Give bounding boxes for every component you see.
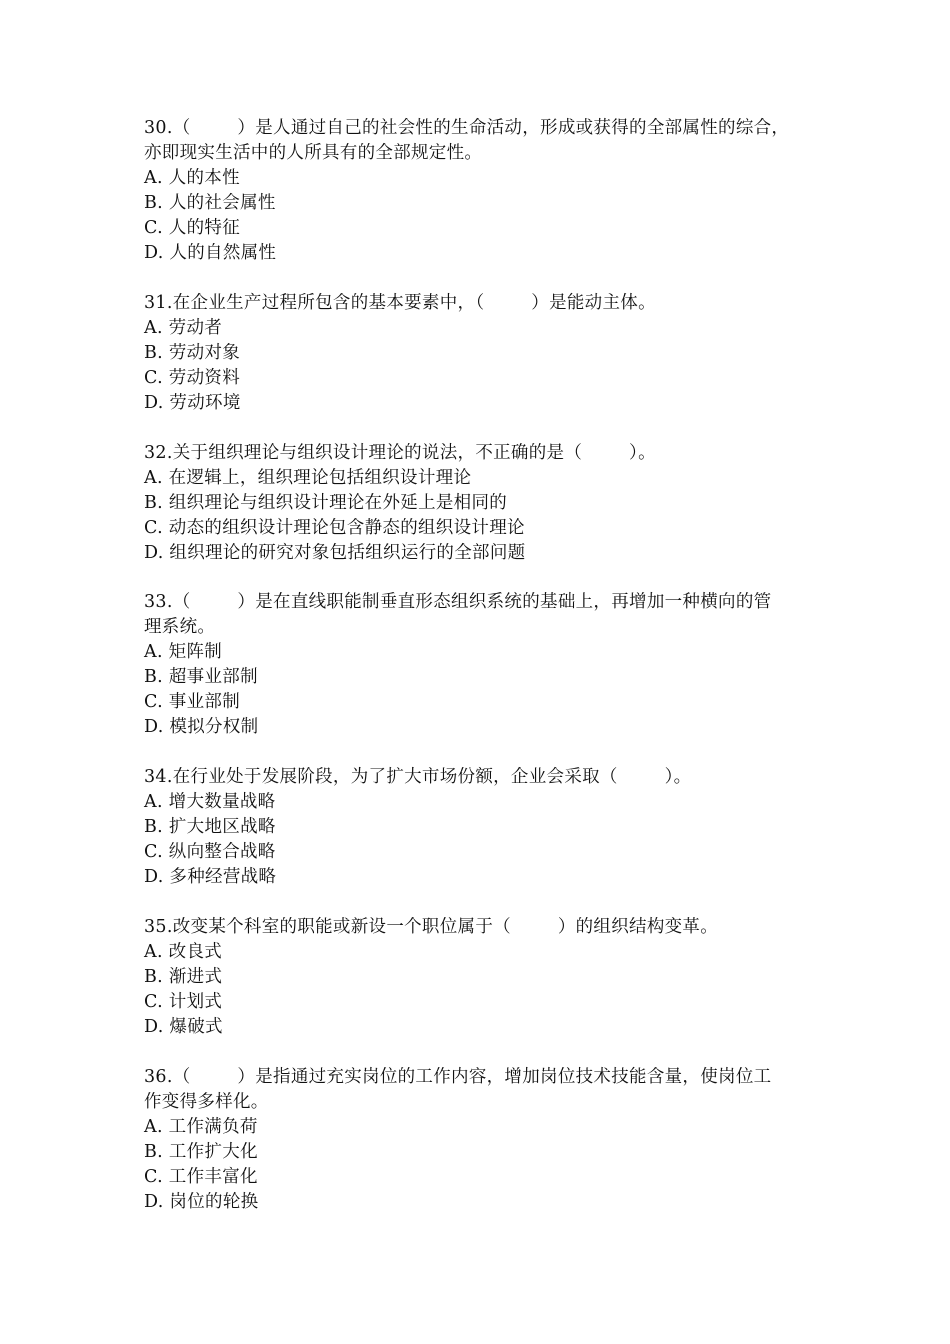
- option-b: B. 工作扩大化: [144, 1141, 258, 1162]
- question-stem: 作变得多样化。: [144, 1091, 269, 1112]
- question-stem: 30.（ ）是人通过自己的社会性的生命活动，形成或获得的全部属性的综合，: [144, 118, 790, 138]
- question-30: [144, 116, 814, 266]
- option-a: A. 矩阵制: [144, 642, 223, 663]
- option-c: C. 纵向整合战略: [144, 842, 276, 863]
- question-stem: 36.（ ）是指通过充实岗位的工作内容，增加岗位技术技能含量，使岗位工: [144, 1066, 772, 1087]
- option-d: D. 岗位的轮换: [144, 1191, 259, 1212]
- option-a: A. 改良式: [144, 941, 223, 962]
- option-b: B. 劳动对象: [144, 342, 241, 363]
- option-c: C. 计划式: [144, 991, 223, 1012]
- question-stem: 34.在行业处于发展阶段，为了扩大市场份额，企业会采取（ ）。: [144, 767, 692, 788]
- option-b: B. 超事业部制: [144, 667, 258, 688]
- question-33: [144, 590, 814, 740]
- option-b: B. 人的社会属性: [144, 193, 276, 213]
- option-d: D. 多种经营战略: [144, 867, 277, 888]
- option-b: B. 扩大地区战略: [144, 817, 276, 838]
- question-stem: 31.在企业生产过程所包含的基本要素中，（ ）是能动主体。: [144, 292, 656, 313]
- question-stem: 亦即现实生活中的人所具有的全部规定性。: [144, 143, 483, 163]
- question-36: [144, 1065, 814, 1215]
- option-a: A. 在逻辑上，组织理论包括组织设计理论: [144, 467, 472, 488]
- option-d: D. 组织理论的研究对象包括组织运行的全部问题: [144, 542, 526, 563]
- option-d: D. 人的自然属性: [144, 243, 277, 263]
- option-b: B. 组织理论与组织设计理论在外延上是相同的: [144, 492, 508, 513]
- question-32: [144, 441, 814, 566]
- option-a: A. 增大数量战略: [144, 792, 276, 813]
- option-c: C. 动态的组织设计理论包含静态的组织设计理论: [144, 517, 525, 538]
- option-d: D. 爆破式: [144, 1016, 223, 1037]
- question-stem: 理系统。: [144, 617, 216, 638]
- question-31: [144, 291, 814, 416]
- question-34: [144, 765, 814, 890]
- option-a: A. 劳动者: [144, 317, 223, 338]
- option-c: C. 事业部制: [144, 692, 240, 713]
- option-d: D. 劳动环境: [144, 392, 241, 413]
- option-c: C. 劳动资料: [144, 367, 240, 388]
- question-35: [144, 915, 814, 1040]
- option-a: A. 工作满负荷: [144, 1116, 258, 1137]
- exam-page: [144, 116, 814, 1240]
- question-stem: 35.改变某个科室的职能或新设一个职位属于（ ）的组织结构变革。: [144, 916, 719, 937]
- question-stem: 33.（ ）是在直线职能制垂直形态组织系统的基础上，再增加一种横向的管: [144, 592, 772, 613]
- option-c: C. 人的特征: [144, 218, 240, 238]
- question-stem: 32.关于组织理论与组织设计理论的说法，不正确的是（ ）。: [144, 442, 656, 463]
- option-c: C. 工作丰富化: [144, 1166, 258, 1187]
- option-a: A. 人的本性: [144, 168, 240, 188]
- option-b: B. 渐进式: [144, 966, 223, 987]
- option-d: D. 模拟分权制: [144, 717, 259, 738]
